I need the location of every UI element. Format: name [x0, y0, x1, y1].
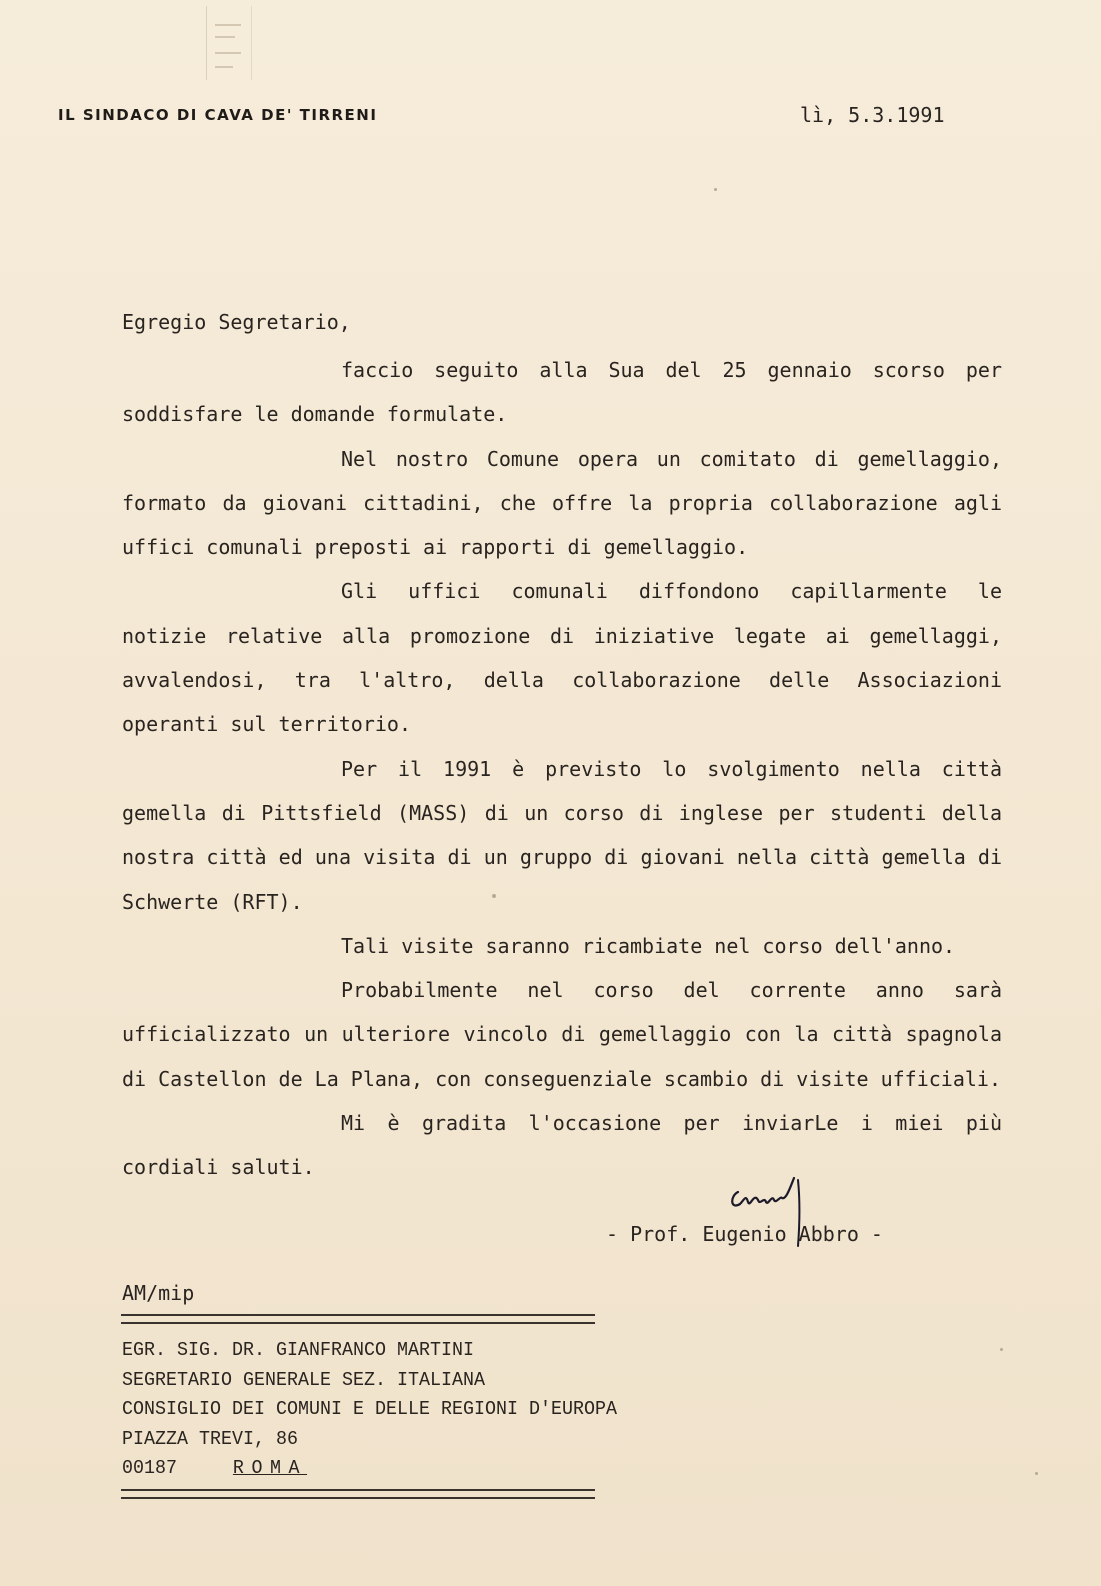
- double-rule-top: [121, 1314, 595, 1324]
- salutation: Egregio Segretario,: [122, 310, 351, 334]
- postal-code: 00187: [122, 1457, 178, 1479]
- recipient-city: ROMA: [232, 1457, 308, 1479]
- address-line: CONSIGLIO DEI COMUNI E DELLE REGIONI D'EUROPA: [122, 1398, 617, 1420]
- reference-initials: AM/mip: [122, 1281, 195, 1305]
- paper-speck: [492, 894, 496, 898]
- paragraph: Mi è gradita l'occasione per inviarLe i miei più cordiali saluti.: [122, 1111, 1002, 1180]
- signatory-name: - Prof. Eugenio Abbro -: [606, 1222, 883, 1246]
- paragraph: Tali visite saranno ricambiate nel corso dell'anno.: [341, 933, 956, 958]
- paper-speck: [714, 188, 717, 191]
- address-line: SEGRETARIO GENERALE SEZ. ITALIANA: [122, 1368, 486, 1391]
- address-line: PIAZZA TREVI, 86: [122, 1427, 299, 1450]
- paragraph: Nel nostro Comune opera un comitato di gemellaggio, formato da giovani cittadini, che offre la propria collaborazione agli uffici comunali preposti ai rapporti di gemellaggio.: [122, 446, 1002, 560]
- letter-date: lì, 5.3.1991: [800, 103, 945, 127]
- embossed-stamp-mark: [206, 6, 252, 80]
- letterhead: IL SINDACO DI CAVA DE' TIRRENI: [58, 106, 378, 124]
- paragraph: faccio seguito alla Sua del 25 gennaio scorso per soddisfare le domande formulate.: [122, 358, 1002, 427]
- paper-speck: [1035, 1472, 1038, 1475]
- double-rule-bottom: [121, 1489, 595, 1499]
- paper-speck: [1000, 1348, 1003, 1351]
- paragraph: Probabilmente nel corso del corrente anno sarà ufficializzato un ulteriore vincolo di gemellaggio con la città spagnola di Castellon de La Plana, con conseguenziale scambio di visite ufficiali.: [122, 978, 1002, 1091]
- letter-body: [122, 348, 1002, 1190]
- address-line: EGR. SIG. DR. GIANFRANCO MARTINI: [122, 1339, 475, 1361]
- paragraph: Per il 1991 è previsto lo svolgimento nella città gemella di Pittsfield (MASS) di un corso di inglese per studenti della nostra città ed una visita di un gruppo di giovani nella città gemella di Schwerte (RFT).: [122, 756, 1002, 914]
- recipient-address: [122, 1336, 649, 1484]
- address-postal-line: [122, 1454, 617, 1484]
- paragraph: Gli uffici comunali diffondono capillarmente le notizie relative alla promozione di iniziative legate ai gemellaggi, avvalendosi, tra l'altro, della collaborazione delle Associazioni operanti sul territorio.: [122, 579, 1002, 737]
